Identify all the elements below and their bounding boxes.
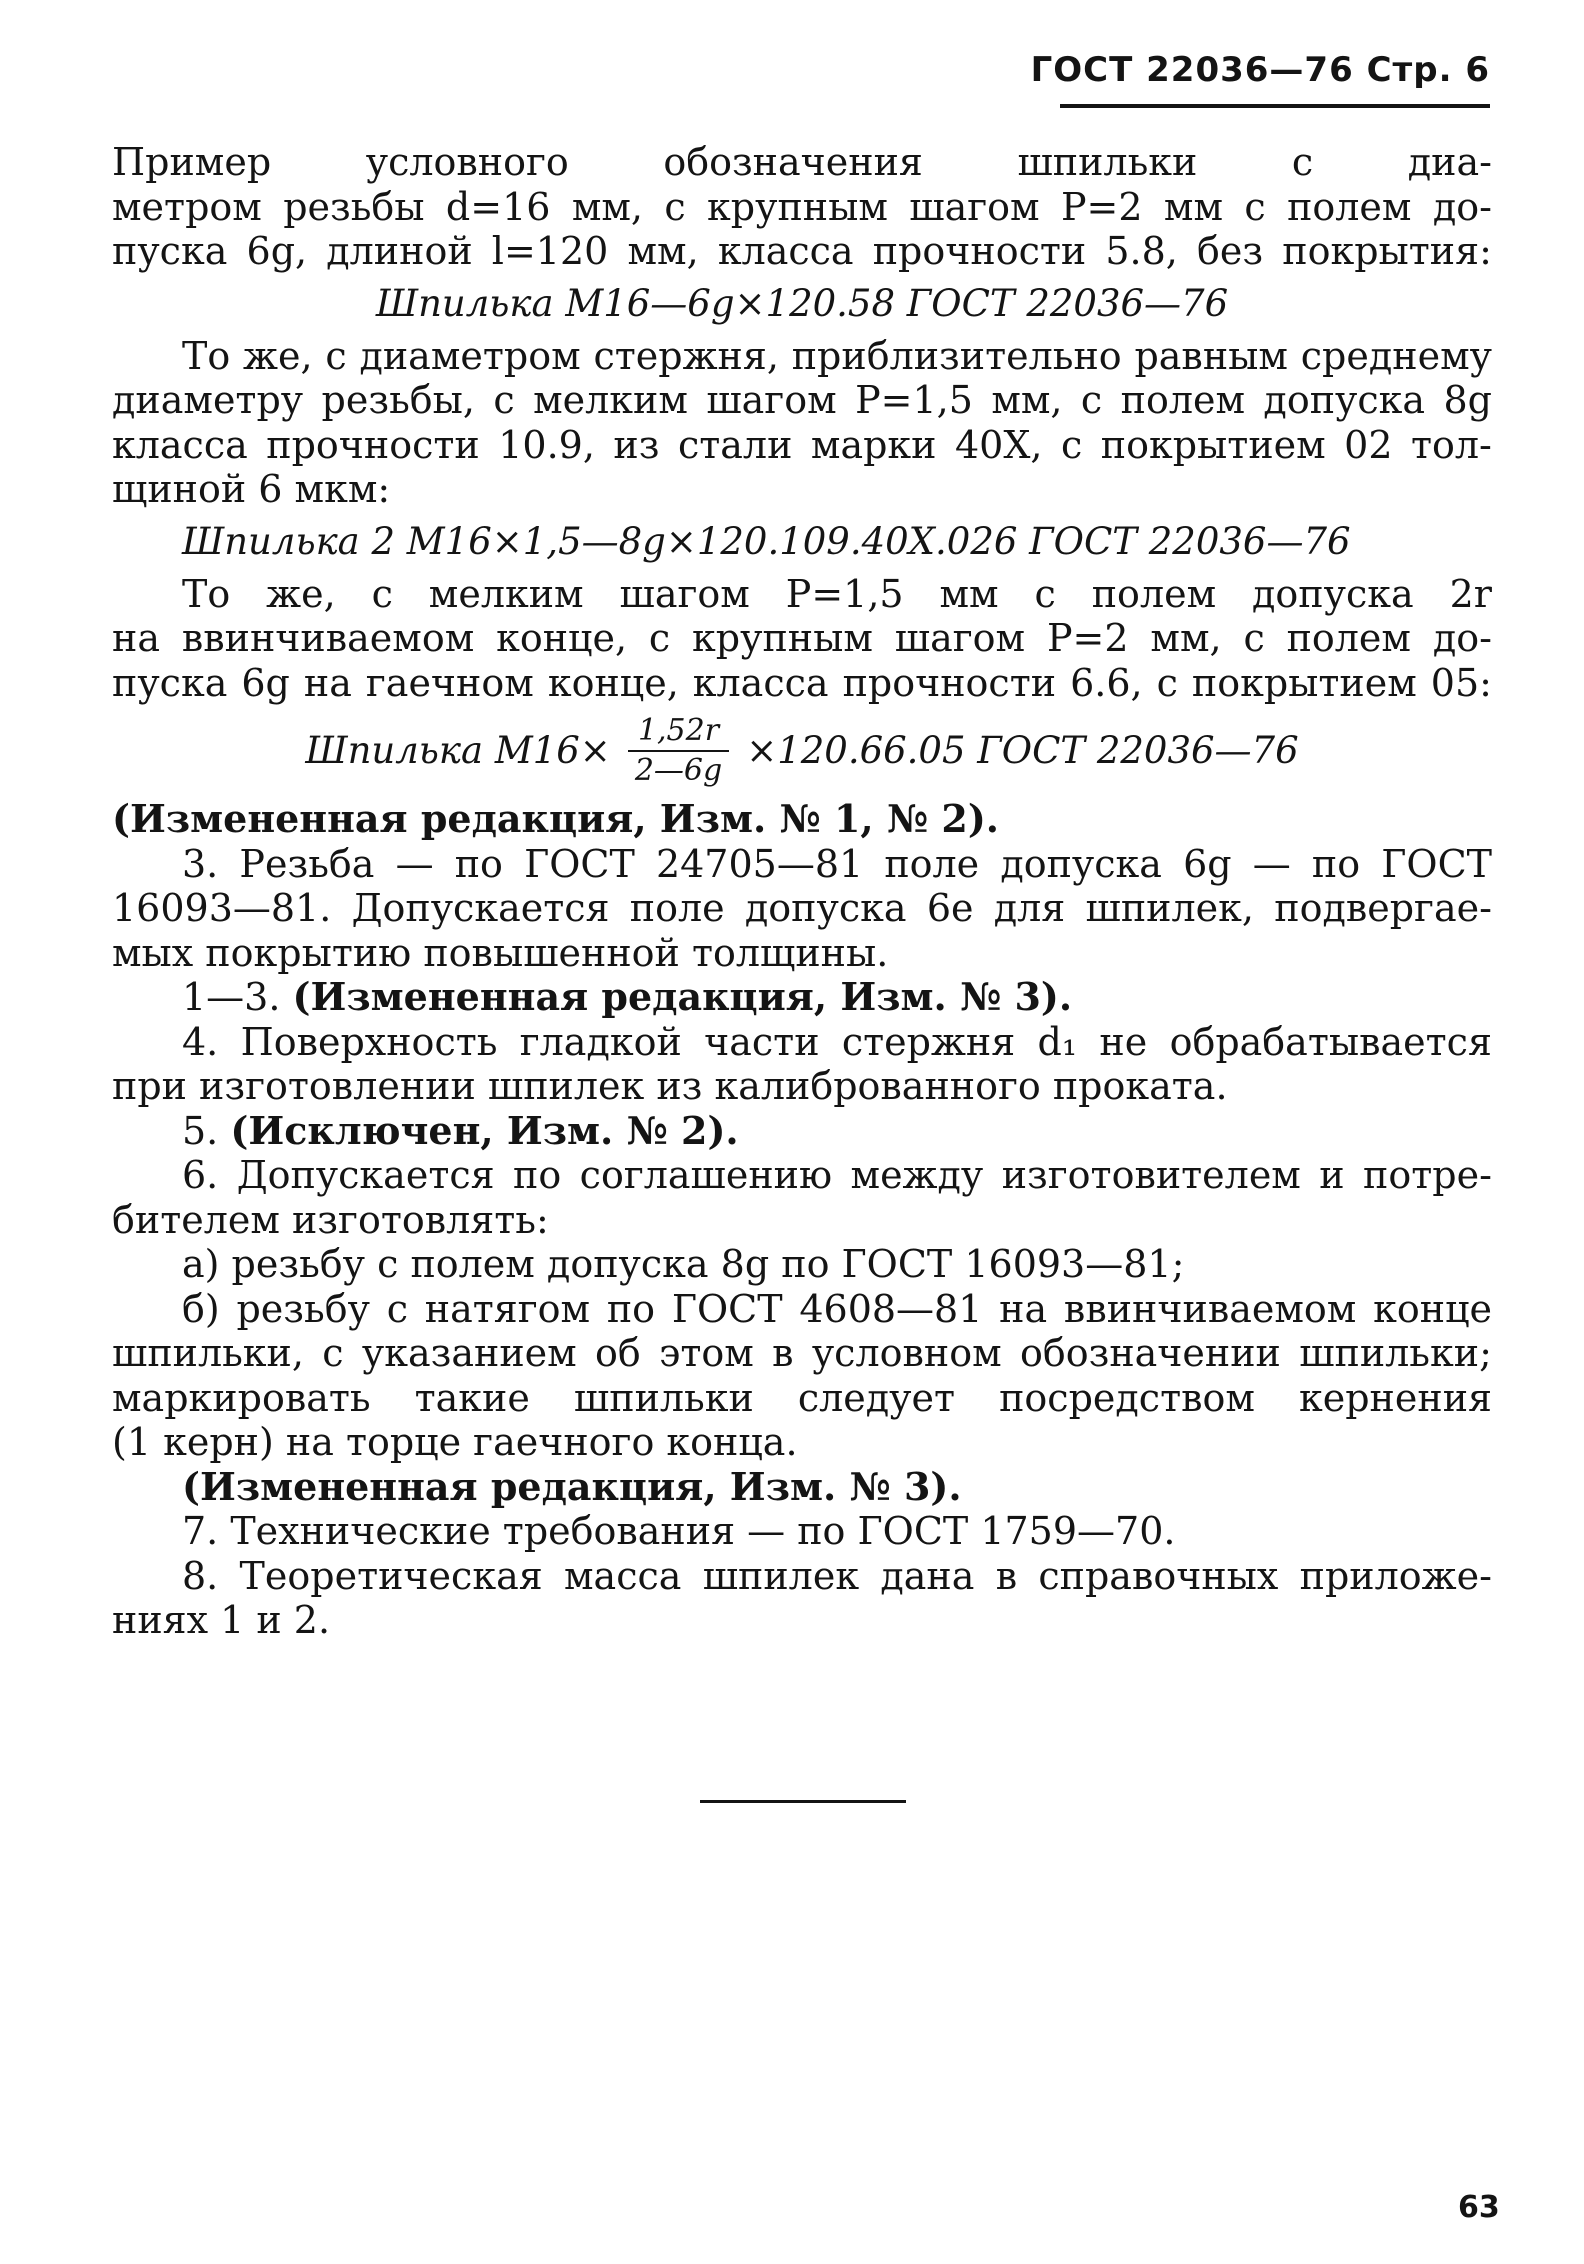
word: конце (1373, 1286, 1492, 1331)
page-number: 63 (1458, 2190, 1500, 2225)
word: об (595, 1331, 641, 1375)
word: покрытия: (1282, 229, 1492, 273)
word: шпильки (573, 1375, 754, 1420)
word: мм, (1150, 616, 1222, 660)
word: с (386, 1286, 408, 1331)
word: между (850, 1153, 984, 1197)
designation-example-fraction (112, 705, 1492, 797)
word: d₁ (1037, 1019, 1078, 1064)
item-number: 1—3. (182, 975, 281, 1019)
word: P=1,5 (785, 571, 904, 616)
word: в (772, 1331, 794, 1375)
item-7: 7. Технические требования — по ГОСТ 1759—70. (182, 1509, 1176, 1553)
word: тол- (1411, 422, 1492, 467)
word: шпилек (702, 1553, 860, 1598)
word: резьбы, (321, 378, 475, 422)
word: по (606, 1286, 656, 1331)
word: 16093—81. (112, 886, 332, 930)
word: прочности (842, 660, 1057, 705)
excluded-note: (Исключен, Изм. № 2). (230, 1107, 739, 1153)
word: условного (365, 140, 569, 184)
word: пуска (112, 229, 228, 273)
word: Резьба (239, 841, 375, 886)
word: гаечном (365, 660, 534, 705)
word: 40Х, (955, 422, 1043, 467)
word: 6g (1183, 841, 1232, 886)
word: среднему (1300, 333, 1492, 378)
word: с (1034, 571, 1056, 616)
word: без (1197, 229, 1264, 273)
word: 4608—81 (799, 1286, 983, 1331)
word: ввинчиваемом (181, 616, 475, 660)
word: с (1291, 140, 1314, 184)
paragraph-line (112, 842, 1492, 887)
paragraph-line: мых покрытию повышенной толщины. (112, 930, 889, 975)
word: стержня, (593, 333, 779, 378)
word: же, (266, 571, 336, 616)
word: полем (1287, 184, 1412, 229)
word: на (303, 660, 352, 705)
word: изготовителем (1001, 1153, 1301, 1197)
word: 2r (1449, 571, 1492, 616)
word: части (704, 1019, 820, 1064)
word: P=2 (1060, 184, 1143, 229)
word: обрабатывается (1169, 1019, 1492, 1064)
paragraph-line (112, 334, 1492, 379)
word: резьбы (283, 184, 425, 229)
word: шагом (894, 616, 1026, 660)
word: 6g (241, 660, 290, 705)
word: мм (939, 571, 999, 616)
fraction-denominator: 2—6g (634, 753, 723, 788)
tolerance-fraction (625, 714, 732, 788)
paragraph-line (112, 1287, 1492, 1332)
word: покрытием (1191, 660, 1417, 705)
word: допуска (744, 886, 907, 930)
header-rule (1060, 104, 1490, 108)
word: с (1243, 616, 1265, 660)
word: Допускается (236, 1153, 495, 1197)
paragraph-line (112, 1020, 1492, 1065)
word: — (395, 841, 434, 886)
word: дана (880, 1553, 975, 1598)
word: прочности (872, 229, 1087, 273)
word: шпильки (1017, 140, 1198, 184)
word: пуска (112, 660, 228, 705)
word: в (995, 1553, 1018, 1598)
word: с (1244, 184, 1266, 229)
item-5 (112, 1109, 1492, 1154)
word: мелким (533, 378, 688, 422)
word: полем (1091, 571, 1217, 616)
word: маркировать (112, 1375, 371, 1420)
paragraph-line (112, 1554, 1492, 1599)
word: натягом (424, 1286, 591, 1331)
paragraph-line (112, 886, 1492, 931)
word: не (1099, 1019, 1148, 1064)
word: на (112, 616, 160, 660)
word: масса (563, 1553, 682, 1598)
word: диа- (1407, 140, 1492, 184)
word: — (1252, 841, 1291, 886)
word: по (513, 1153, 562, 1197)
word: крупным (692, 616, 873, 660)
word: прочности (266, 422, 480, 467)
word: метром (112, 184, 262, 229)
header-title: ГОСТ 22036—76 Стр. 6 (1030, 50, 1490, 90)
paragraph-line (112, 378, 1492, 423)
word: 6. (182, 1153, 219, 1197)
word: 05: (1430, 660, 1492, 705)
word: мм (1163, 184, 1224, 229)
word: на (999, 1286, 1048, 1331)
word: шагом (909, 184, 1040, 229)
word: 5.8, (1105, 229, 1178, 273)
word: класса (717, 229, 854, 273)
word: до- (1432, 184, 1492, 229)
fraction-numerator: 1,52r (628, 714, 729, 752)
word: равным (1134, 333, 1288, 378)
edition-note: (Измененная редакция, Изм. № 1, № 2). (112, 796, 1000, 841)
word: мм, (991, 378, 1063, 422)
word: Пример (112, 140, 272, 184)
word: 10.9, (498, 422, 595, 467)
edition-note-text: (Измененная редакция, Изм. № 3). (292, 974, 1073, 1019)
word: посредством (999, 1375, 1255, 1420)
word: указанием (361, 1331, 577, 1375)
word: То (182, 333, 231, 378)
paragraph-line: бителем изготовлять: (112, 1197, 549, 1242)
word: с (322, 1331, 344, 1375)
word: 6g, (246, 229, 308, 273)
word: из (613, 422, 660, 467)
word: гладкой (519, 1019, 682, 1064)
edition-note (112, 975, 1492, 1020)
word: 24705—81 (655, 841, 864, 886)
paragraph-line (112, 185, 1492, 230)
word: 8. (182, 1553, 219, 1598)
word: конце, (547, 660, 679, 705)
word: 6е (926, 886, 974, 930)
word: Допускается (351, 886, 610, 930)
word: стержня (841, 1019, 1016, 1064)
paragraph-line: щиной 6 мкм: (112, 467, 391, 511)
word: шпилек, (1085, 886, 1254, 930)
word: d=16 (445, 184, 551, 229)
word: с (493, 378, 515, 422)
word: полем (1120, 378, 1246, 422)
paragraph-line (112, 229, 1492, 274)
word: То (182, 571, 231, 616)
word: резьбу (236, 1286, 370, 1331)
word: диаметром (359, 333, 581, 378)
word: крупным (707, 184, 888, 229)
word: с (1156, 660, 1178, 705)
word: марки (810, 422, 937, 467)
word: Теоретическая (239, 1553, 543, 1598)
word: диаметру (112, 378, 304, 422)
word: P=1,5 (855, 378, 973, 422)
word: полем (1286, 616, 1411, 660)
word: условном (811, 1331, 1002, 1375)
paragraph-line (112, 1331, 1492, 1376)
word: шпильки; (1299, 1331, 1492, 1375)
word: 6.6, (1070, 660, 1143, 705)
word: P=2 (1046, 616, 1129, 660)
word: такие (414, 1375, 530, 1420)
paragraph-line (112, 572, 1492, 617)
formula-prefix: Шпилька М16× (305, 728, 611, 772)
end-rule (700, 1800, 906, 1803)
paragraph-line (112, 1376, 1492, 1421)
word: поле (629, 886, 725, 930)
word: по (1311, 841, 1361, 886)
word: с (648, 616, 671, 660)
word: 8g (1443, 378, 1492, 422)
word: длиной (326, 229, 473, 273)
designation-example: Шпилька 2 М16×1,5—8g×120.109.40Х.026 ГОСТ 22036—76 (182, 519, 1351, 563)
item-number: 5. (182, 1108, 219, 1153)
word: покрытием (1100, 422, 1326, 467)
word: с (1060, 422, 1083, 467)
paragraph-line (112, 423, 1492, 468)
word: по (454, 841, 503, 886)
word: 02 (1344, 422, 1393, 467)
word: конце, (496, 616, 628, 660)
word: и (1319, 1153, 1345, 1197)
word: обозначения (663, 140, 923, 184)
word: б) (182, 1286, 220, 1331)
word: приблизительно (791, 333, 1122, 378)
word: с (371, 571, 393, 616)
word: ГОСТ (1381, 841, 1492, 886)
word: с (325, 333, 347, 378)
document-body (112, 140, 1492, 1643)
word: до- (1432, 616, 1492, 660)
word: справочных (1038, 1553, 1279, 1598)
word: следует (797, 1375, 956, 1420)
word: шпильки, (112, 1331, 304, 1375)
word: кернения (1298, 1375, 1492, 1420)
paragraph-line (112, 1153, 1492, 1198)
word: этом (659, 1331, 754, 1375)
list-item-a: а) резьбу с полем допуска 8g по ГОСТ 16093—81; (182, 1242, 1185, 1286)
word: приложе- (1299, 1553, 1492, 1598)
word: ГОСТ (671, 1286, 783, 1331)
word: ввинчиваемом (1063, 1286, 1357, 1331)
word: шагом (619, 571, 750, 616)
word: подвергае- (1274, 886, 1492, 930)
word: стали (677, 422, 793, 467)
word: допуска (1252, 571, 1414, 616)
page-header (1030, 50, 1490, 108)
formula-suffix: ×120.66.05 ГОСТ 22036—76 (746, 728, 1299, 772)
word: ГОСТ (524, 841, 635, 886)
word: мм, (627, 229, 699, 273)
word: 4. (182, 1019, 219, 1064)
designation-example: Шпилька М16—6g×120.58 ГОСТ 22036—76 (375, 281, 1229, 325)
word: мелким (428, 571, 584, 616)
word: обозначении (1019, 1331, 1281, 1375)
edition-note: (Измененная редакция, Изм. № 3). (182, 1463, 962, 1509)
word: шагом (706, 378, 837, 422)
paragraph-line: ниях 1 и 2. (112, 1598, 331, 1642)
paragraph-line: (1 керн) на торце гаечного конца. (112, 1420, 798, 1464)
word: с (1080, 378, 1103, 422)
paragraph-line (112, 616, 1492, 661)
word: поле (884, 841, 980, 886)
word: допуска (1263, 378, 1426, 422)
word: для (993, 886, 1066, 930)
word: Поверхность (240, 1019, 498, 1064)
paragraph-line: при изготовлении шпилек из калиброванного проката. (112, 1064, 1228, 1108)
word: потре- (1363, 1153, 1492, 1197)
word: класса (112, 422, 248, 467)
paragraph-line (112, 661, 1492, 706)
word: мм, (571, 184, 644, 229)
word: допуска (1000, 841, 1162, 886)
word: соглашению (579, 1153, 833, 1197)
word: l=120 (491, 229, 609, 273)
word: 3. (182, 841, 219, 886)
word: с (664, 184, 686, 229)
word: класса (692, 660, 829, 705)
word: же, (243, 333, 313, 378)
paragraph-line (112, 140, 1492, 185)
